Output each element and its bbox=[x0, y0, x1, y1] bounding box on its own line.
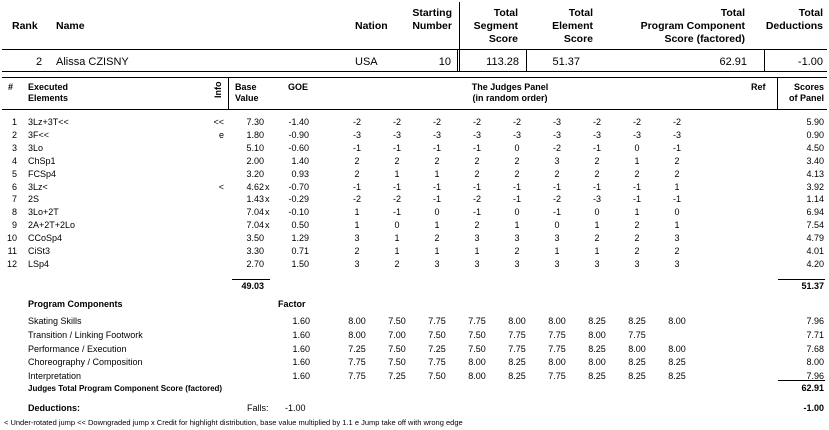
program-components-title: Program Components bbox=[28, 299, 123, 309]
element-number: 10 bbox=[6, 233, 17, 244]
element-panel-score: 6.94 bbox=[806, 207, 824, 218]
judge-score: 7.25 bbox=[428, 343, 446, 354]
divider bbox=[457, 49, 458, 71]
legend: < Under-rotated jump << Downgraded jump x Credit for highlight distribution, base value multiplied by 1.1 e Jump take off with wrong edge bbox=[4, 418, 463, 427]
element-number: 7 bbox=[11, 194, 17, 205]
judge-score: 7.50 bbox=[388, 357, 406, 368]
judge-score: 7.00 bbox=[388, 329, 406, 340]
judge-score: 8.25 bbox=[588, 316, 606, 326]
name-header: Name bbox=[56, 20, 85, 32]
element-number: 4 bbox=[11, 155, 17, 166]
pcs-total-score: 62.91 bbox=[801, 383, 824, 393]
judge-score: 3 bbox=[634, 258, 640, 269]
element-name: 3Lo+2T bbox=[28, 207, 59, 218]
element-base-value: 7.04 bbox=[246, 207, 264, 218]
judge-score: 2 bbox=[354, 246, 360, 256]
executed-elements-header: Executed Elements bbox=[28, 82, 69, 103]
judge-score: 7.50 bbox=[388, 316, 406, 326]
judge-score: 7.75 bbox=[468, 316, 486, 326]
judge-score: 2 bbox=[634, 220, 640, 231]
element-goe: 0.50 bbox=[291, 220, 309, 231]
judge-score: -2 bbox=[472, 117, 481, 127]
judge-score: 1 bbox=[474, 246, 480, 256]
element-goe: 1.40 bbox=[291, 155, 309, 166]
judge-score: 1 bbox=[394, 168, 400, 179]
element-name: ChSp1 bbox=[28, 155, 56, 166]
judge-score: 0 bbox=[434, 207, 440, 218]
judge-score: 7.50 bbox=[428, 329, 446, 340]
element-panel-score: 4.50 bbox=[806, 142, 824, 153]
component-score: 8.00 bbox=[806, 357, 824, 368]
judge-score: -2 bbox=[472, 194, 481, 205]
judge-score: 8.25 bbox=[628, 371, 646, 382]
judge-score: 8.00 bbox=[548, 357, 566, 368]
judge-score: 1 bbox=[554, 246, 560, 256]
judge-score: 7.75 bbox=[348, 357, 366, 368]
judge-score: 8.25 bbox=[588, 343, 606, 354]
element-bonus-mark: x bbox=[265, 181, 270, 192]
component-score: 7.96 bbox=[806, 371, 824, 382]
judge-score: 8.00 bbox=[588, 329, 606, 340]
judge-score: -1 bbox=[512, 194, 521, 205]
element-bonus-mark: x bbox=[265, 194, 270, 205]
judge-score: 8.00 bbox=[668, 343, 686, 354]
judge-score: 2 bbox=[394, 155, 400, 166]
judge-score: -2 bbox=[552, 142, 561, 153]
judge-score: -1 bbox=[512, 181, 521, 192]
judge-score: 0 bbox=[394, 220, 400, 231]
element-base-value: 1.80 bbox=[246, 129, 264, 140]
judge-score: 2 bbox=[354, 155, 360, 166]
judge-score: 7.75 bbox=[428, 316, 446, 326]
judge-score: -1 bbox=[632, 181, 641, 192]
total-deductions-header: Total Deductions bbox=[765, 7, 823, 32]
judge-score: 7.50 bbox=[468, 343, 486, 354]
judge-score: 3 bbox=[434, 258, 440, 269]
judge-score: 8.25 bbox=[668, 357, 686, 368]
judge-score: 2 bbox=[434, 155, 440, 166]
element-goe: 1.50 bbox=[291, 258, 309, 269]
judge-score: 8.25 bbox=[508, 371, 526, 382]
judge-score: 8.00 bbox=[548, 316, 566, 326]
judge-score: 8.25 bbox=[508, 357, 526, 368]
element-base-value: 3.20 bbox=[246, 168, 264, 179]
judge-score: 2 bbox=[674, 168, 680, 179]
judge-score: 1 bbox=[594, 220, 600, 231]
judge-score: 1 bbox=[514, 220, 520, 231]
element-panel-score: 4.13 bbox=[806, 168, 824, 179]
total-deductions-value: -1.00 bbox=[797, 56, 823, 68]
judge-score: 7.50 bbox=[428, 371, 446, 382]
divider bbox=[2, 71, 827, 72]
judge-score: 7.75 bbox=[348, 371, 366, 382]
judge-score: 2 bbox=[674, 155, 680, 166]
component-name: Performance / Execution bbox=[28, 343, 127, 354]
element-base-value: 4.62 bbox=[246, 181, 264, 192]
judge-score: 2 bbox=[474, 220, 480, 231]
element-name: FCSp4 bbox=[28, 168, 57, 179]
nation-value: USA bbox=[355, 56, 378, 68]
judge-score: 8.00 bbox=[468, 357, 486, 368]
judge-score: 1 bbox=[674, 181, 680, 192]
element-base-value: 1.43 bbox=[246, 194, 264, 205]
element-panel-score: 4.79 bbox=[806, 233, 824, 244]
total-element-score-value: 51.37 bbox=[552, 56, 580, 68]
info-header: Info bbox=[213, 81, 223, 98]
total-pcs-value: 62.91 bbox=[719, 56, 747, 68]
element-info: < bbox=[218, 181, 224, 192]
element-number: 9 bbox=[11, 220, 17, 231]
element-name: 2S bbox=[28, 194, 40, 205]
judge-score: -2 bbox=[672, 117, 681, 127]
judge-score: 2 bbox=[594, 168, 600, 179]
judge-score: -1 bbox=[552, 181, 561, 192]
judge-score: -2 bbox=[392, 117, 401, 127]
judge-score: 2 bbox=[514, 168, 520, 179]
base-value-header: Base Value bbox=[235, 82, 259, 103]
element-goe: -0.10 bbox=[288, 207, 309, 218]
element-name: 3F<< bbox=[28, 129, 50, 140]
judge-score: 2 bbox=[354, 168, 360, 179]
judge-score: 7.75 bbox=[548, 329, 566, 340]
judge-score: -3 bbox=[592, 129, 601, 140]
judge-score: -3 bbox=[432, 129, 441, 140]
starting-number-header: Starting Number bbox=[412, 7, 452, 32]
judge-score: 8.00 bbox=[628, 343, 646, 354]
element-name: 3Lo bbox=[28, 142, 44, 153]
judge-score: 3 bbox=[474, 258, 480, 269]
judge-score: -1 bbox=[672, 194, 681, 205]
component-factor: 1.60 bbox=[292, 316, 310, 326]
skater-name: Alissa CZISNY bbox=[56, 56, 129, 68]
element-number: 5 bbox=[11, 168, 17, 179]
judge-score: -1 bbox=[352, 181, 361, 192]
divider bbox=[232, 279, 270, 280]
element-number: 12 bbox=[6, 258, 17, 269]
judge-score: 7.75 bbox=[548, 371, 566, 382]
judge-score: -3 bbox=[392, 129, 401, 140]
judge-score: 3 bbox=[554, 155, 560, 166]
element-score-total: 51.37 bbox=[801, 281, 824, 291]
divider bbox=[778, 279, 825, 280]
judge-score: 2 bbox=[514, 246, 520, 256]
judge-score: 8.25 bbox=[628, 357, 646, 368]
element-number: 2 bbox=[11, 129, 17, 140]
element-info: e bbox=[218, 129, 224, 140]
element-name: CCoSp4 bbox=[28, 233, 63, 244]
element-goe: 0.93 bbox=[291, 168, 309, 179]
judge-score: -1 bbox=[672, 142, 681, 153]
total-pcs-header: Total Program Component Score (factored) bbox=[640, 7, 745, 45]
judge-score: -3 bbox=[472, 129, 481, 140]
judge-score: 1 bbox=[594, 246, 600, 256]
judge-score: 3 bbox=[554, 258, 560, 269]
judge-score: 1 bbox=[634, 207, 640, 218]
judge-score: -2 bbox=[432, 117, 441, 127]
judge-score: 1 bbox=[434, 220, 440, 231]
judge-score: 1 bbox=[354, 220, 360, 231]
judge-score: -2 bbox=[512, 117, 521, 127]
component-name: Choreography / Composition bbox=[28, 357, 143, 368]
judge-score: 2 bbox=[474, 155, 480, 166]
judge-score: 2 bbox=[514, 155, 520, 166]
element-panel-score: 7.54 bbox=[806, 220, 824, 231]
judge-score: 7.75 bbox=[508, 329, 526, 340]
judge-score: 0 bbox=[674, 207, 680, 218]
base-value-total: 49.03 bbox=[241, 281, 264, 291]
judge-score: -3 bbox=[672, 129, 681, 140]
judge-score: 2 bbox=[474, 168, 480, 179]
judge-score: -1 bbox=[592, 181, 601, 192]
judges-panel-header: The Judges Panel (in random order) bbox=[471, 82, 549, 103]
element-bonus-mark: x bbox=[265, 220, 270, 231]
element-name: 3Lz+3T<< bbox=[28, 117, 69, 127]
judge-score: 7.50 bbox=[468, 329, 486, 340]
rank-value: 2 bbox=[36, 56, 43, 68]
judge-score: 2 bbox=[594, 233, 600, 244]
judge-score: 8.25 bbox=[628, 316, 646, 326]
element-panel-score: 3.92 bbox=[806, 181, 824, 192]
element-number: 6 bbox=[11, 181, 17, 192]
judge-score: -3 bbox=[552, 129, 561, 140]
judge-score: 2 bbox=[554, 168, 560, 179]
judge-score: 1 bbox=[634, 155, 640, 166]
element-name: 3Lz< bbox=[28, 181, 48, 192]
judge-score: 2 bbox=[394, 258, 400, 269]
judge-score: 7.75 bbox=[428, 357, 446, 368]
divider bbox=[2, 77, 827, 78]
component-score: 7.71 bbox=[806, 329, 824, 340]
judge-score: 7.75 bbox=[628, 329, 646, 340]
judge-score: 3 bbox=[354, 233, 360, 244]
judge-score: 2 bbox=[634, 233, 640, 244]
judge-score: 2 bbox=[434, 233, 440, 244]
element-base-value: 5.10 bbox=[246, 142, 264, 153]
element-base-value: 3.30 bbox=[246, 246, 264, 256]
element-name: CiSt3 bbox=[28, 246, 51, 256]
scores-of-panel-header: Scores of Panel bbox=[788, 82, 824, 103]
element-panel-score: 0.90 bbox=[806, 129, 824, 140]
judge-score: -1 bbox=[432, 194, 441, 205]
divider bbox=[2, 109, 827, 110]
judge-score: -2 bbox=[392, 194, 401, 205]
judge-score: 1 bbox=[434, 168, 440, 179]
judge-score: -2 bbox=[552, 194, 561, 205]
element-goe: -0.90 bbox=[288, 129, 309, 140]
total-segment-score-value: 113.28 bbox=[486, 56, 519, 68]
element-goe: -0.70 bbox=[288, 181, 309, 192]
judge-score: -3 bbox=[352, 129, 361, 140]
judge-score: 0 bbox=[514, 207, 520, 218]
judge-score: 3 bbox=[354, 258, 360, 269]
judge-score: 0 bbox=[634, 142, 640, 153]
element-base-value: 2.00 bbox=[246, 155, 264, 166]
nation-header: Nation bbox=[355, 20, 388, 32]
element-panel-score: 3.40 bbox=[806, 155, 824, 166]
judge-score: -1 bbox=[392, 181, 401, 192]
rank-header: Rank bbox=[12, 20, 38, 32]
judge-score: 2 bbox=[594, 155, 600, 166]
judge-score: 2 bbox=[634, 246, 640, 256]
judge-score: 3 bbox=[514, 258, 520, 269]
judge-score: 7.25 bbox=[388, 371, 406, 382]
component-factor: 1.60 bbox=[292, 343, 310, 354]
starting-number-value: 10 bbox=[438, 56, 451, 68]
component-name: Interpretation bbox=[28, 371, 82, 382]
element-base-value: 3.50 bbox=[246, 233, 264, 244]
ref-header: Ref bbox=[751, 82, 766, 92]
judge-score: -1 bbox=[432, 181, 441, 192]
element-name: 2A+2T+2Lo bbox=[28, 220, 76, 231]
num-header: # bbox=[8, 82, 14, 92]
judge-score: -2 bbox=[352, 194, 361, 205]
element-number: 1 bbox=[11, 117, 17, 127]
judge-score: 2 bbox=[674, 246, 680, 256]
divider bbox=[228, 77, 229, 109]
deductions-label: Deductions: bbox=[28, 403, 81, 413]
falls-label: Falls: bbox=[247, 403, 269, 413]
judge-score: 1 bbox=[394, 246, 400, 256]
element-base-value: 7.30 bbox=[246, 117, 264, 127]
element-base-value: 7.04 bbox=[246, 220, 264, 231]
pcs-total-label: Judges Total Program Component Score (factored) bbox=[28, 384, 223, 393]
element-name: LSp4 bbox=[28, 258, 50, 269]
judge-score: 2 bbox=[634, 168, 640, 179]
component-factor: 1.60 bbox=[292, 357, 310, 368]
judge-score: 8.00 bbox=[668, 316, 686, 326]
factor-header: Factor bbox=[278, 299, 306, 309]
element-panel-score: 1.14 bbox=[806, 194, 824, 205]
divider bbox=[2, 49, 827, 50]
total-segment-score-header: Total Segment Score bbox=[473, 7, 518, 45]
element-number: 8 bbox=[11, 207, 17, 218]
falls-value: -1.00 bbox=[285, 403, 306, 413]
judge-score: -2 bbox=[352, 117, 361, 127]
element-panel-score: 5.90 bbox=[806, 117, 824, 127]
judge-score: -2 bbox=[632, 117, 641, 127]
judge-score: 1 bbox=[354, 207, 360, 218]
judge-score: -3 bbox=[632, 129, 641, 140]
element-base-value: 2.70 bbox=[246, 258, 264, 269]
judge-score: 3 bbox=[474, 233, 480, 244]
judge-score: -1 bbox=[472, 181, 481, 192]
component-name: Skating Skills bbox=[28, 316, 82, 326]
goe-header: GOE bbox=[288, 82, 309, 92]
deductions-total: -1.00 bbox=[803, 403, 824, 413]
judge-score: 8.00 bbox=[588, 357, 606, 368]
judge-score: 3 bbox=[554, 233, 560, 244]
judge-score: -3 bbox=[512, 129, 521, 140]
judge-score: 1 bbox=[394, 233, 400, 244]
judge-score: -3 bbox=[552, 117, 561, 127]
element-number: 11 bbox=[7, 246, 17, 256]
component-name: Transition / Linking Footwork bbox=[28, 329, 143, 340]
component-score: 7.68 bbox=[806, 343, 824, 354]
judge-score: 7.75 bbox=[508, 343, 526, 354]
element-bonus-mark: x bbox=[265, 207, 270, 218]
judge-score: 8.00 bbox=[348, 316, 366, 326]
judge-score: -1 bbox=[472, 207, 481, 218]
judge-score: 0 bbox=[554, 220, 560, 231]
judge-score: -1 bbox=[352, 142, 361, 153]
judge-score: -1 bbox=[392, 207, 401, 218]
judge-score: -1 bbox=[432, 142, 441, 153]
judge-score: 8.25 bbox=[588, 371, 606, 382]
component-factor: 1.60 bbox=[292, 371, 310, 382]
judge-score: -1 bbox=[592, 142, 601, 153]
judge-score: 3 bbox=[514, 233, 520, 244]
element-panel-score: 4.01 bbox=[806, 246, 824, 256]
judge-score: 8.00 bbox=[508, 316, 526, 326]
judge-score: 8.00 bbox=[468, 371, 486, 382]
element-goe: -0.60 bbox=[288, 142, 309, 153]
judge-score: 3 bbox=[674, 233, 680, 244]
element-goe: -1.40 bbox=[288, 117, 309, 127]
judge-score: 1 bbox=[434, 246, 440, 256]
element-goe: -0.29 bbox=[288, 194, 309, 205]
judge-score: 8.00 bbox=[348, 329, 366, 340]
judge-score: -1 bbox=[392, 142, 401, 153]
component-factor: 1.60 bbox=[292, 329, 310, 340]
judge-score: -2 bbox=[592, 117, 601, 127]
judge-score: 3 bbox=[674, 258, 680, 269]
element-goe: 0.71 bbox=[291, 246, 309, 256]
judge-score: 7.75 bbox=[548, 343, 566, 354]
component-score: 7.96 bbox=[806, 316, 824, 326]
judge-score: -1 bbox=[472, 142, 481, 153]
judge-score: 3 bbox=[594, 258, 600, 269]
total-element-score-header: Total Element Score bbox=[552, 7, 593, 45]
judge-score: 8.25 bbox=[668, 371, 686, 382]
element-panel-score: 4.20 bbox=[806, 258, 824, 269]
judge-score: 1 bbox=[674, 220, 680, 231]
judge-score: -1 bbox=[552, 207, 561, 218]
judge-score: -1 bbox=[632, 194, 641, 205]
judge-score: 7.50 bbox=[388, 343, 406, 354]
judge-score: 0 bbox=[594, 207, 600, 218]
judge-score: -3 bbox=[592, 194, 601, 205]
element-number: 3 bbox=[11, 142, 17, 153]
divider bbox=[778, 380, 825, 381]
judge-score: 7.25 bbox=[348, 343, 366, 354]
judge-score: 0 bbox=[514, 142, 520, 153]
element-goe: 1.29 bbox=[291, 233, 309, 244]
element-info: << bbox=[213, 117, 224, 127]
